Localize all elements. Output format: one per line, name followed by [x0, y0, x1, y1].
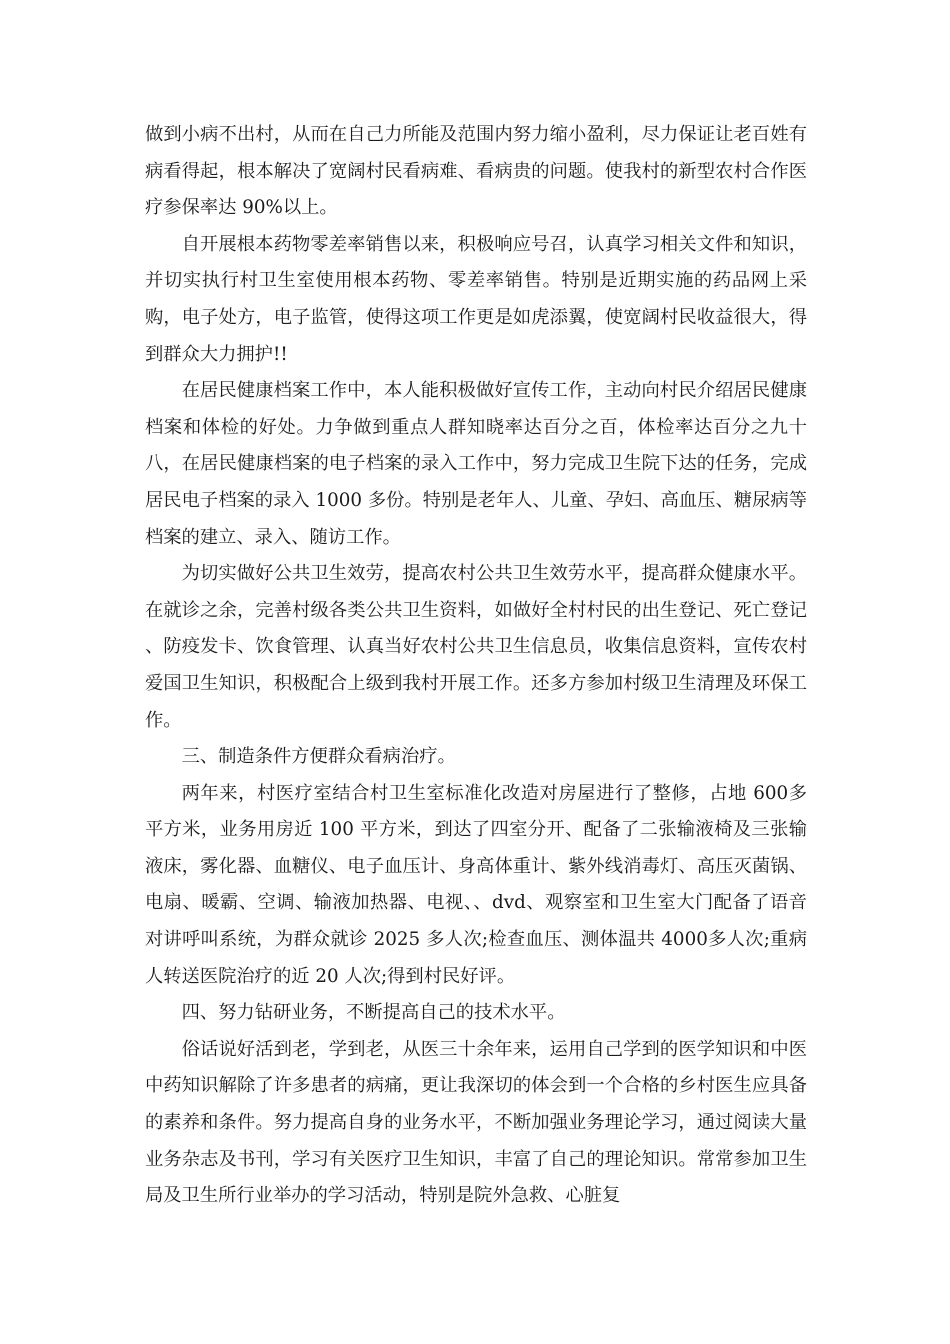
section-heading: 三、制造条件方便群众看病治疗。	[181, 746, 456, 768]
paragraph: 在居民健康档案工作中，本人能积极做好宣传工作，主动向村民介绍居民健康档案和体检的好处。力争做到重点人群知晓率达百分之百，体检率达百分之九十八，在居民健康档案的电子档案的录入工作中，努力完成卫生院下达的任务，完成居民电子档案的录入 1000 多份。特别是老年人、儿童、孕妇、高血压、糖尿病等档案的建立、录入、随访工作。	[145, 380, 807, 548]
paragraph: 做到小病不出村，从而在自己力所能及范围内努力缩小盈利，尽力保证让老百姓有病看得起，根本解决了宽阔村民看病难、看病贵的问题。使我村的新型农村合作医疗参保率达 90%以上。	[145, 124, 807, 219]
section-heading: 四、努力钻研业务，不断提高自己的技术水平。	[181, 1002, 566, 1024]
document-page	[145, 117, 807, 1215]
paragraph: 为切实做好公共卫生效劳，提高农村公共卫生效劳水平，提高群众健康水平。在就诊之余，完善村级各类公共卫生资料，如做好全村村民的出生登记、死亡登记 、防疫发卡、饮食管理、认真当好农村公共卫生信息员，收集信息资料，宣传农村爱国卫生知识，积极配合上级到我村开展工作。还多方参加村级卫生清理及环保工作。	[145, 563, 807, 731]
paragraph: 俗话说好活到老，学到老，从医三十余年来，运用自己学到的医学知识和中医中药知识解除了许多患者的病痛，更让我深切的体会到一个合格的乡村医生应具备的素养和条件。努力提高自身的业务水平，不断加强业务理论学习，通过阅读大量业务杂志及书刊，学习有关医疗卫生知识，丰富了自己的理论知识。常常参加卫生局及卫生所行业举办的学习活动，特别是院外急救、心脏复	[145, 1038, 807, 1207]
paragraph: 两年来，村医疗室结合村卫生室标准化改造对房屋进行了整修，占地 600多平方米，业务用房近 100 平方米，到达了四室分开、配备了二张输液椅及三张输液床，雾化器、血糖仪、电子血压计、身高体重计、紫外线消毒灯、高压灭菌锅、电扇、暖霸、空调、输液加热器、电视、、dvd、观察室和卫生室大门配备了语音对讲呼叫系统，为群众就诊 2025 多人次;检查血压、测体温共 4000多人次;重病人转送医院治疗的近 20 人次;得到村民好评。	[145, 782, 807, 987]
paragraph: 自开展根本药物零差率销售以来，积极响应号召，认真学习相关文件和知识，并切实执行村卫生室使用根本药物、零差率销售。特别是近期实施的药品网上采购，电子处方，电子监管，使得这项工作更是如虎添翼，使宽阔村民收益很大，得到群众大力拥护!!	[145, 233, 807, 365]
